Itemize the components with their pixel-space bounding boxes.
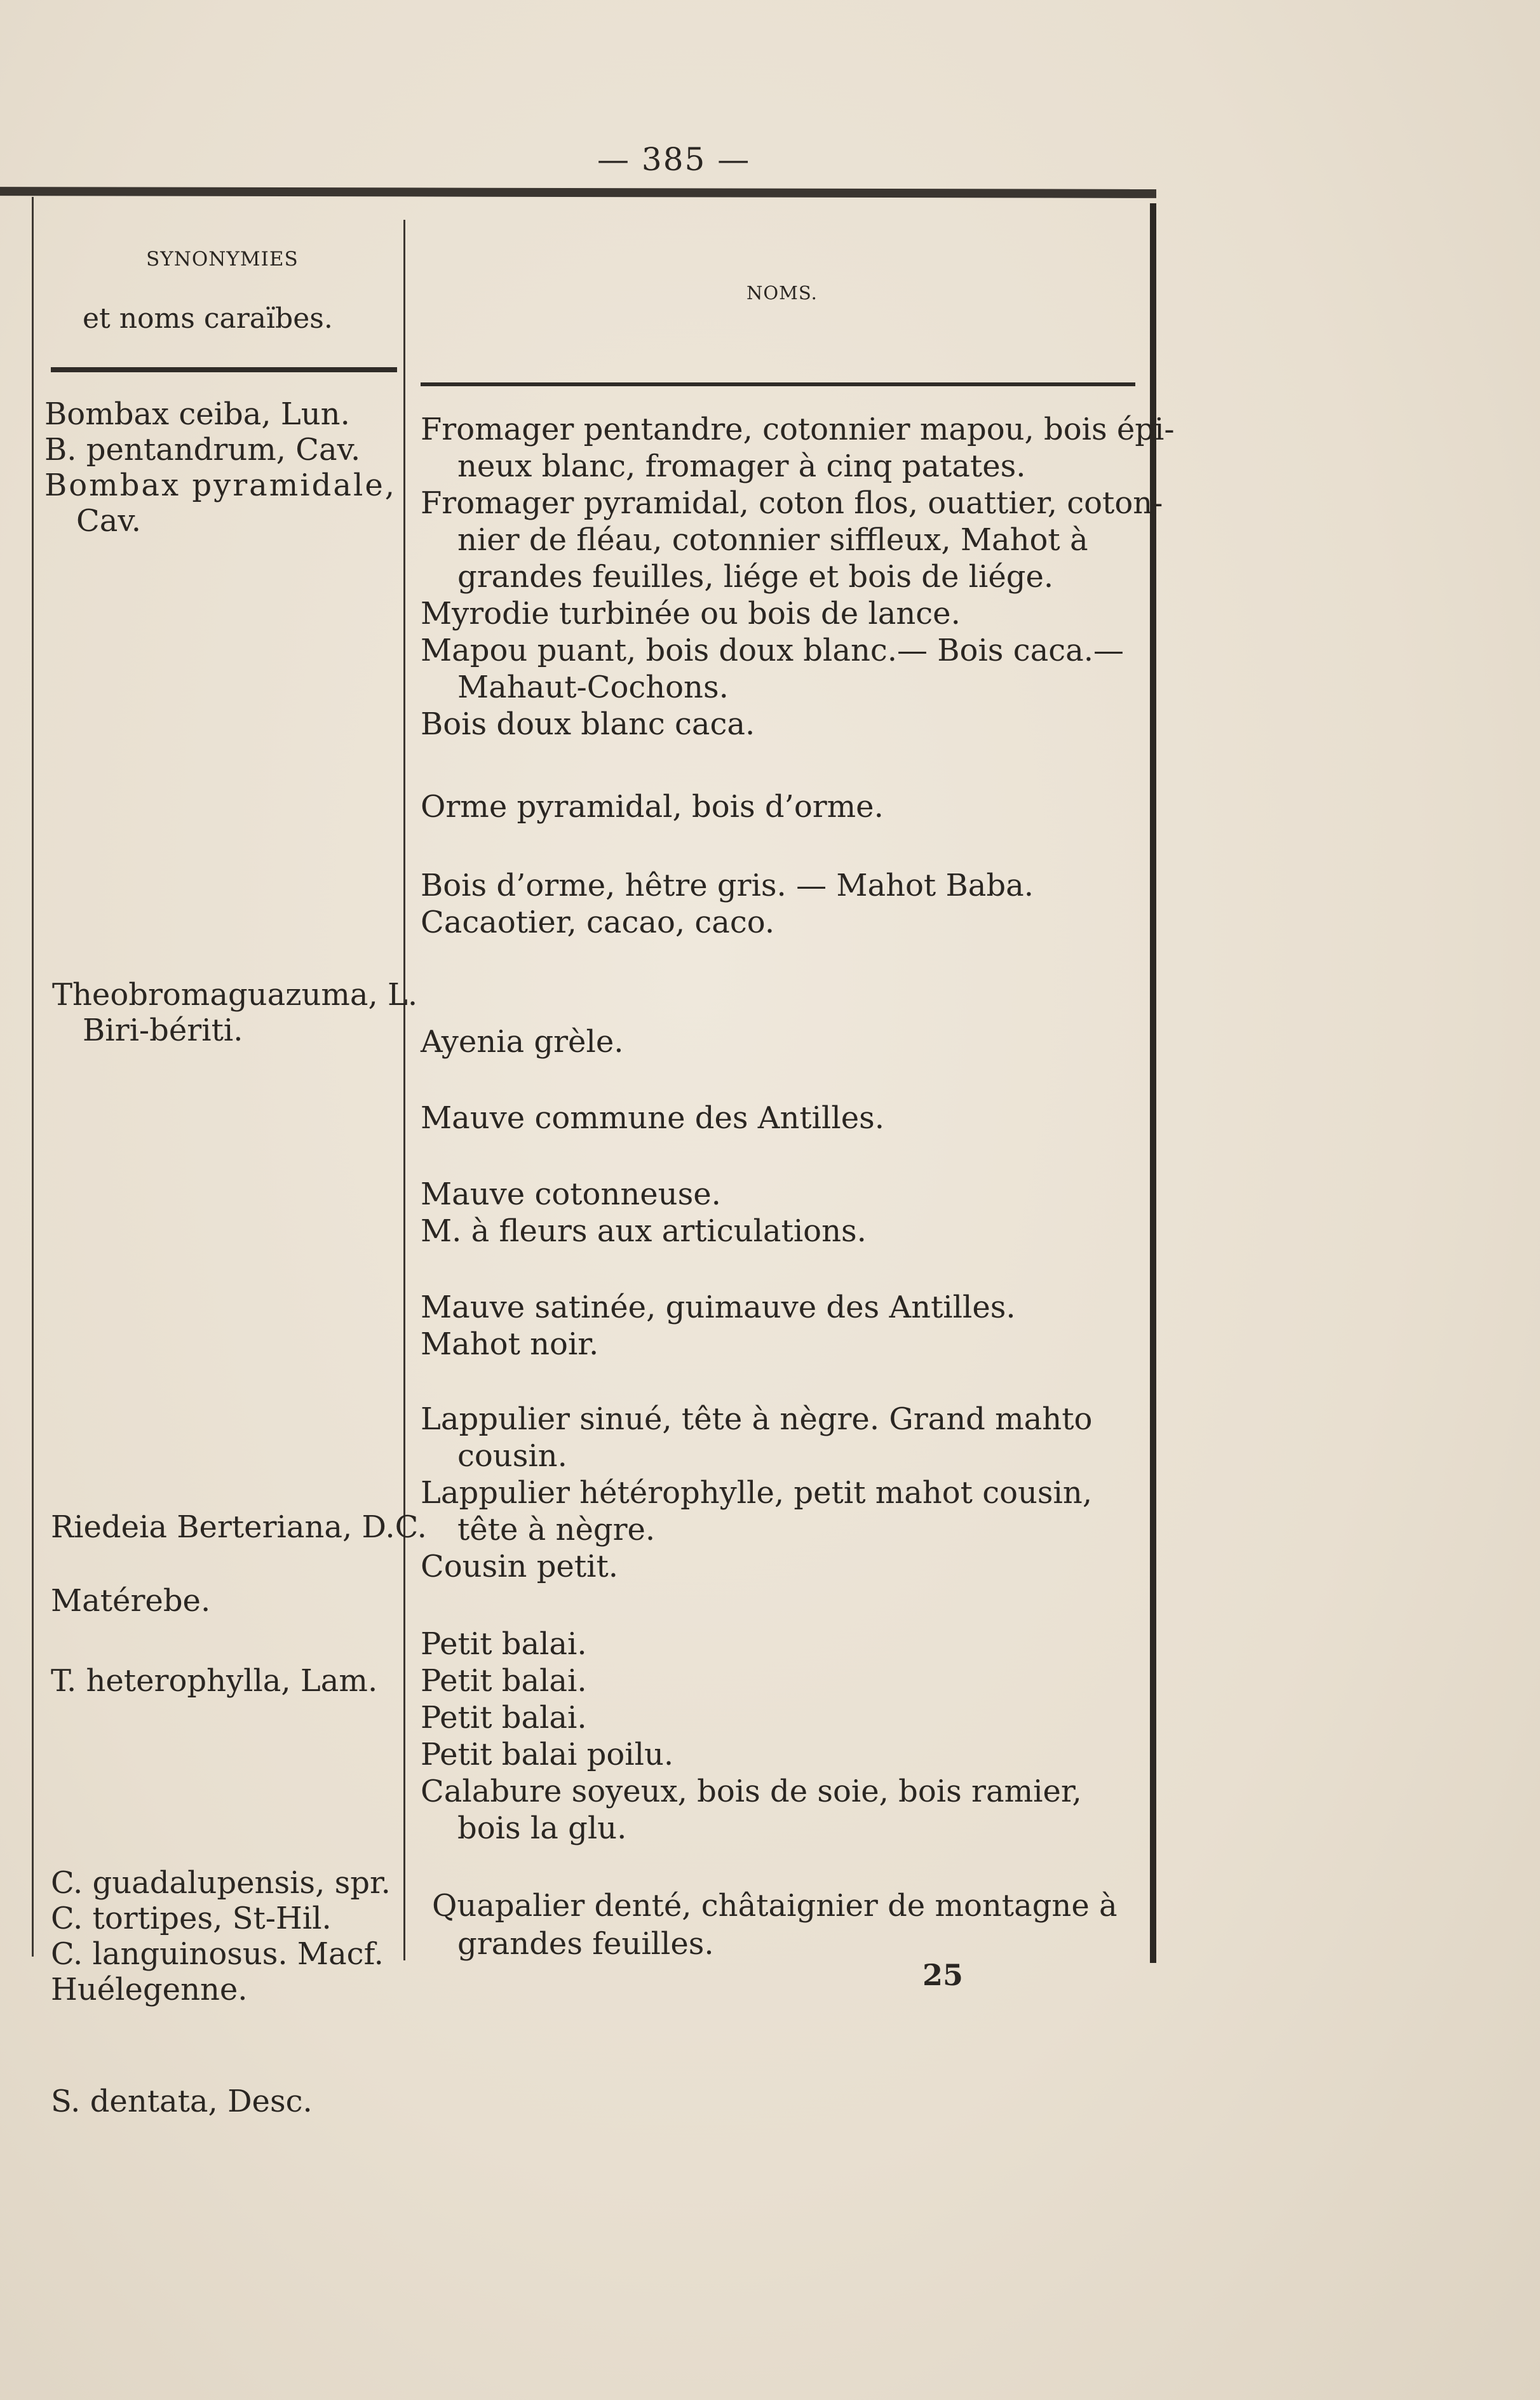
header-names: NOMS. [746, 282, 818, 304]
name-line: Ayenia grèle. [421, 1024, 624, 1060]
name-line: Mapou puant, bois doux blanc.— Bois caca.— [421, 633, 1124, 668]
synonym-line: C. languinosus. Macf. [51, 1936, 384, 1972]
name-line: Mauve commune des Antilles. [421, 1100, 885, 1136]
name-line: Myrodie turbinée ou bois de lance. [421, 596, 961, 631]
name-line: Orme pyramidal, bois d’orme. [421, 789, 884, 825]
synonym-line: C. tortipes, St-Hil. [51, 1901, 332, 1936]
name-line: Mahot noir. [421, 1326, 599, 1362]
name-line: Cousin petit. [421, 1549, 619, 1584]
name-line: Cacaotier, cacao, caco. [421, 905, 775, 940]
name-line: Petit balai. [421, 1700, 587, 1736]
header-rule-left [51, 367, 397, 372]
synonym-line: Cav. [76, 503, 142, 539]
page-number: — 385 — [597, 141, 751, 178]
signature-number: 25 [922, 1958, 964, 1992]
name-line: tête à nègre. [457, 1512, 656, 1547]
synonym-line: B. pentandrum, Cav. [44, 432, 361, 468]
header-rule-right [421, 382, 1135, 386]
name-line: Lappulier hétérophylle, petit mahot cousin, [421, 1475, 1093, 1511]
name-line: Lappulier sinué, tête à nègre. Grand mahto [421, 1401, 1093, 1437]
synonym-line: S. dentata, Desc. [51, 2084, 313, 2119]
name-line: Bois d’orme, hêtre gris. — Mahot Baba. [421, 868, 1034, 903]
name-line: Petit balai. [421, 1626, 587, 1662]
name-line: Bois doux blanc caca. [421, 706, 755, 742]
synonym-line: Matérebe. [51, 1583, 211, 1619]
synonym-line: Riedeia Berteriana, D.C. [51, 1509, 427, 1545]
name-line: Calabure soyeux, bois de soie, bois ramier, [421, 1774, 1082, 1809]
header-synonymies: SYNONYMIES [146, 248, 299, 271]
name-line: grandes feuilles. [457, 1926, 714, 1962]
synonym-line: Bombax ceiba, Lun. [44, 396, 350, 432]
header-caribbean-names: et noms caraïbes. [83, 302, 333, 335]
name-line: Petit balai poilu. [421, 1737, 674, 1772]
synonym-line: C. guadalupensis, spr. [51, 1865, 391, 1901]
table-column-divider [403, 220, 405, 1960]
synonym-line: T. heterophylla, Lam. [51, 1663, 378, 1699]
name-line: Fromager pentandre, cotonnier mapou, bois épi- [421, 412, 1175, 447]
name-line: Petit balai. [421, 1663, 587, 1699]
table-left-border [32, 197, 34, 1957]
name-line: Mauve satinée, guimauve des Antilles. [421, 1290, 1016, 1325]
name-line: Fromager pyramidal, coton flos, ouattier, coton- [421, 485, 1163, 521]
name-line: cousin. [457, 1438, 567, 1474]
name-line: Mahaut-Cochons. [457, 670, 729, 705]
synonym-line: Biri-bériti. [83, 1013, 243, 1048]
name-line: nier de fléau, cotonnier siffleux, Mahot à [457, 522, 1088, 558]
synonym-line: Huélegenne. [51, 1972, 248, 2007]
name-line: grandes feuilles, liége et bois de liége. [457, 559, 1054, 595]
name-line: M. à fleurs aux articulations. [421, 1213, 867, 1249]
name-line: Quapalier denté, châtaignier de montagne à [432, 1888, 1118, 1924]
synonym-line: Bombax pyramidale, [44, 468, 396, 503]
table-right-border [1150, 203, 1156, 1963]
name-line: neux blanc, fromager à cinq patates. [457, 448, 1026, 484]
name-line: bois la glu. [457, 1810, 627, 1846]
name-line: Mauve cotonneuse. [421, 1176, 721, 1212]
synonym-line: Theobromaguazuma, L. [52, 977, 418, 1013]
